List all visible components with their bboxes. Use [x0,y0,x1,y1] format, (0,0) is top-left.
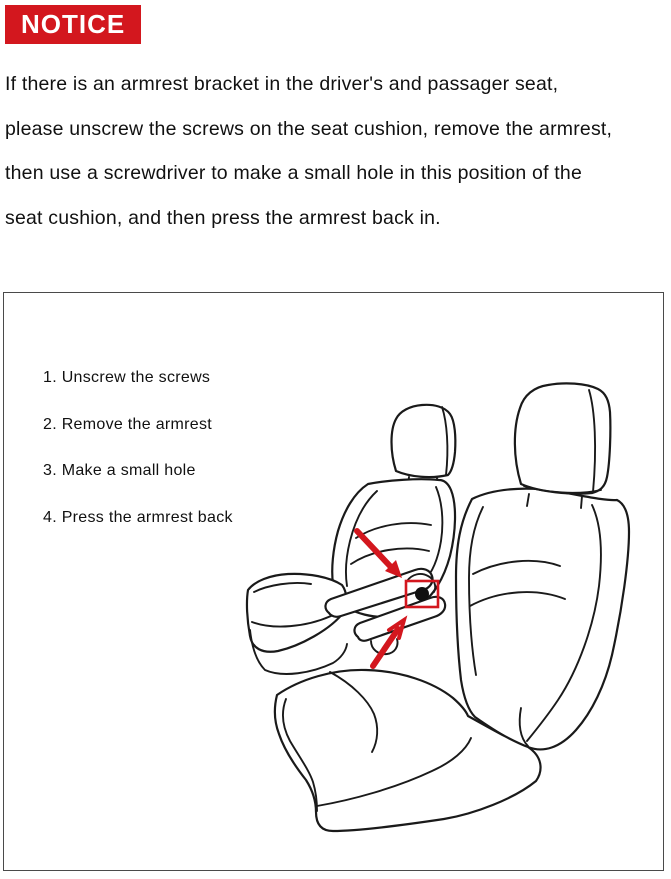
paragraph-line: then use a screwdriver to make a small hole in this position of the [5,162,583,185]
notice-paragraph [5,62,612,240]
instruction-list [43,369,233,555]
paragraph-line: seat cushion, and then press the armrest back in. [5,206,441,229]
instruction-step: 2. Remove the armrest [43,415,213,433]
instruction-step: 1. Unscrew the screws [43,369,211,386]
paragraph-line: If there is an armrest bracket in the driver's and passager seat, [5,73,559,95]
paragraph-line: please unscrew the screws on the seat cushion, remove the armrest, [5,117,613,140]
instruction-step: 4. Press the armrest back [43,508,233,526]
instruction-step: 3. Make a small hole [43,462,196,479]
notice-banner: NOTICE [5,5,141,44]
